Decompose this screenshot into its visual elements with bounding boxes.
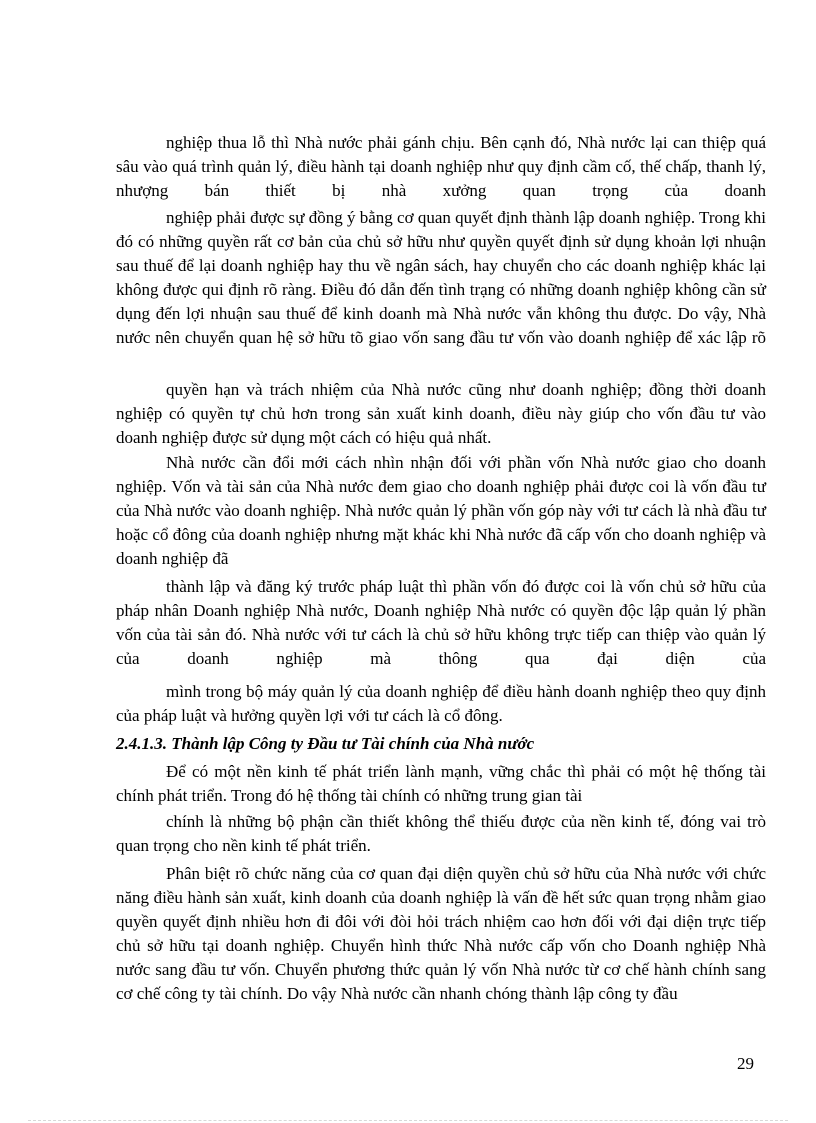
section-heading: 2.4.1.3. Thành lập Công ty Đầu tư Tài chính của Nhà nước [116,734,535,753]
section-paragraph-3: Phân biệt rõ chức năng của cơ quan đại diện quyền chủ sở hữu của Nhà nước với chức năng điều hành sản xuất, kinh doanh của doanh nghiệp là vấn đề hết sức quan trọng nhằm giao quyền quyết định nhiều hơn đi đôi với đòi hỏi trách nhiệm cao hơn đối với đại diện trực tiếp chủ sở hữu tại doanh nghiệp. Chuyển hình thức Nhà nước cấp vốn cho Doanh nghiệp Nhà nước sang đầu tư vốn. Chuyển phương thức quản lý vốn Nhà nước từ cơ chế hành chính sang cơ chế công ty tài chính. Do vậy Nhà nước cần nhanh chóng thành lập công ty đầu [116,864,766,1003]
page-bottom-divider [28,1120,788,1121]
section-paragraph-2: chính là những bộ phận cần thiết không thể thiếu được của nền kinh tế, đóng vai trò quan trọng cho nền kinh tế phát triển. [116,812,766,855]
paragraph-1: nghiệp thua lỗ thì Nhà nước phải gánh chịu. Bên cạnh đó, Nhà nước lại can thiệp quá sâu vào quá trình quản lý, điều hành tại doanh nghiệp như quy định cầm cố, thế chấp, thanh lý, nhượng bán thiết bị nhà xưởng quan trọng của doanh [116,133,766,200]
paragraph-6: mình trong bộ máy quản lý của doanh nghiệp để điều hành doanh nghiệp theo quy định của pháp luật và hưởng quyền lợi với tư cách là cổ đông. [116,682,766,725]
paragraph-2: nghiệp phải được sự đồng ý bằng cơ quan quyết định thành lập doanh nghiệp. Trong khi đó có những quyền rất cơ bản của chủ sở hữu như quyền quyết định sử dụng khoản lợi nhuận sau thuế để lại doanh nghiệp hay thu về ngân sách, hay chuyển cho các doanh nghiệp khác lại không được qui định rõ ràng. Điều đó dẫn đến tình trạng có những doanh nghiệp không cần sử dụng đến lợi nhuận sau thuế để kinh doanh mà Nhà nước vẫn không thu được. Do vậy, Nhà nước nên chuyển quan hệ sở hữu tõ giao vốn sang đầu tư vốn vào doanh nghiệp để xác lập rõ [116,208,766,347]
section-paragraph-1: Để có một nền kinh tế phát triển lành mạnh, vững chắc thì phải có một hệ thống tài chính phát triển. Trong đó hệ thống tài chính có những trung gian tài [116,762,766,805]
page-number: 29 [737,1054,754,1073]
paragraph-4: Nhà nước cần đổi mới cách nhìn nhận đối với phần vốn Nhà nước giao cho doanh nghiệp. Vốn và tài sản của Nhà nước đem giao cho doanh nghiệp phải được coi là vốn đầu tư của Nhà nước vào doanh nghiệp. Nhà nước quản lý phần vốn góp này với tư cách là nhà đầu tư hoặc cổ đông của doanh nghiệp nhưng mặt khác khi Nhà nước đã cấp vốn cho doanh nghiệp và doanh nghiệp đã [116,453,766,568]
paragraph-5: thành lập và đăng ký trước pháp luật thì phần vốn đó được coi là vốn chủ sở hữu của pháp nhân Doanh nghiệp Nhà nước, Doanh nghiệp Nhà nước có quyền độc lập quản lý phần vốn của tài sản đó. Nhà nước với tư cách là chủ sở hữu không trực tiếp can thiệp vào quản lý của doanh nghiệp mà thông qua đại diện của [116,577,766,668]
paragraph-3: quyền hạn và trách nhiệm của Nhà nước cũng như doanh nghiệp; đồng thời doanh nghiệp có quyền tự chủ hơn trong sản xuất kinh doanh, điều này giúp cho vốn đầu tư vào doanh nghiệp được sử dụng một cách có hiệu quả nhất. [116,380,766,447]
